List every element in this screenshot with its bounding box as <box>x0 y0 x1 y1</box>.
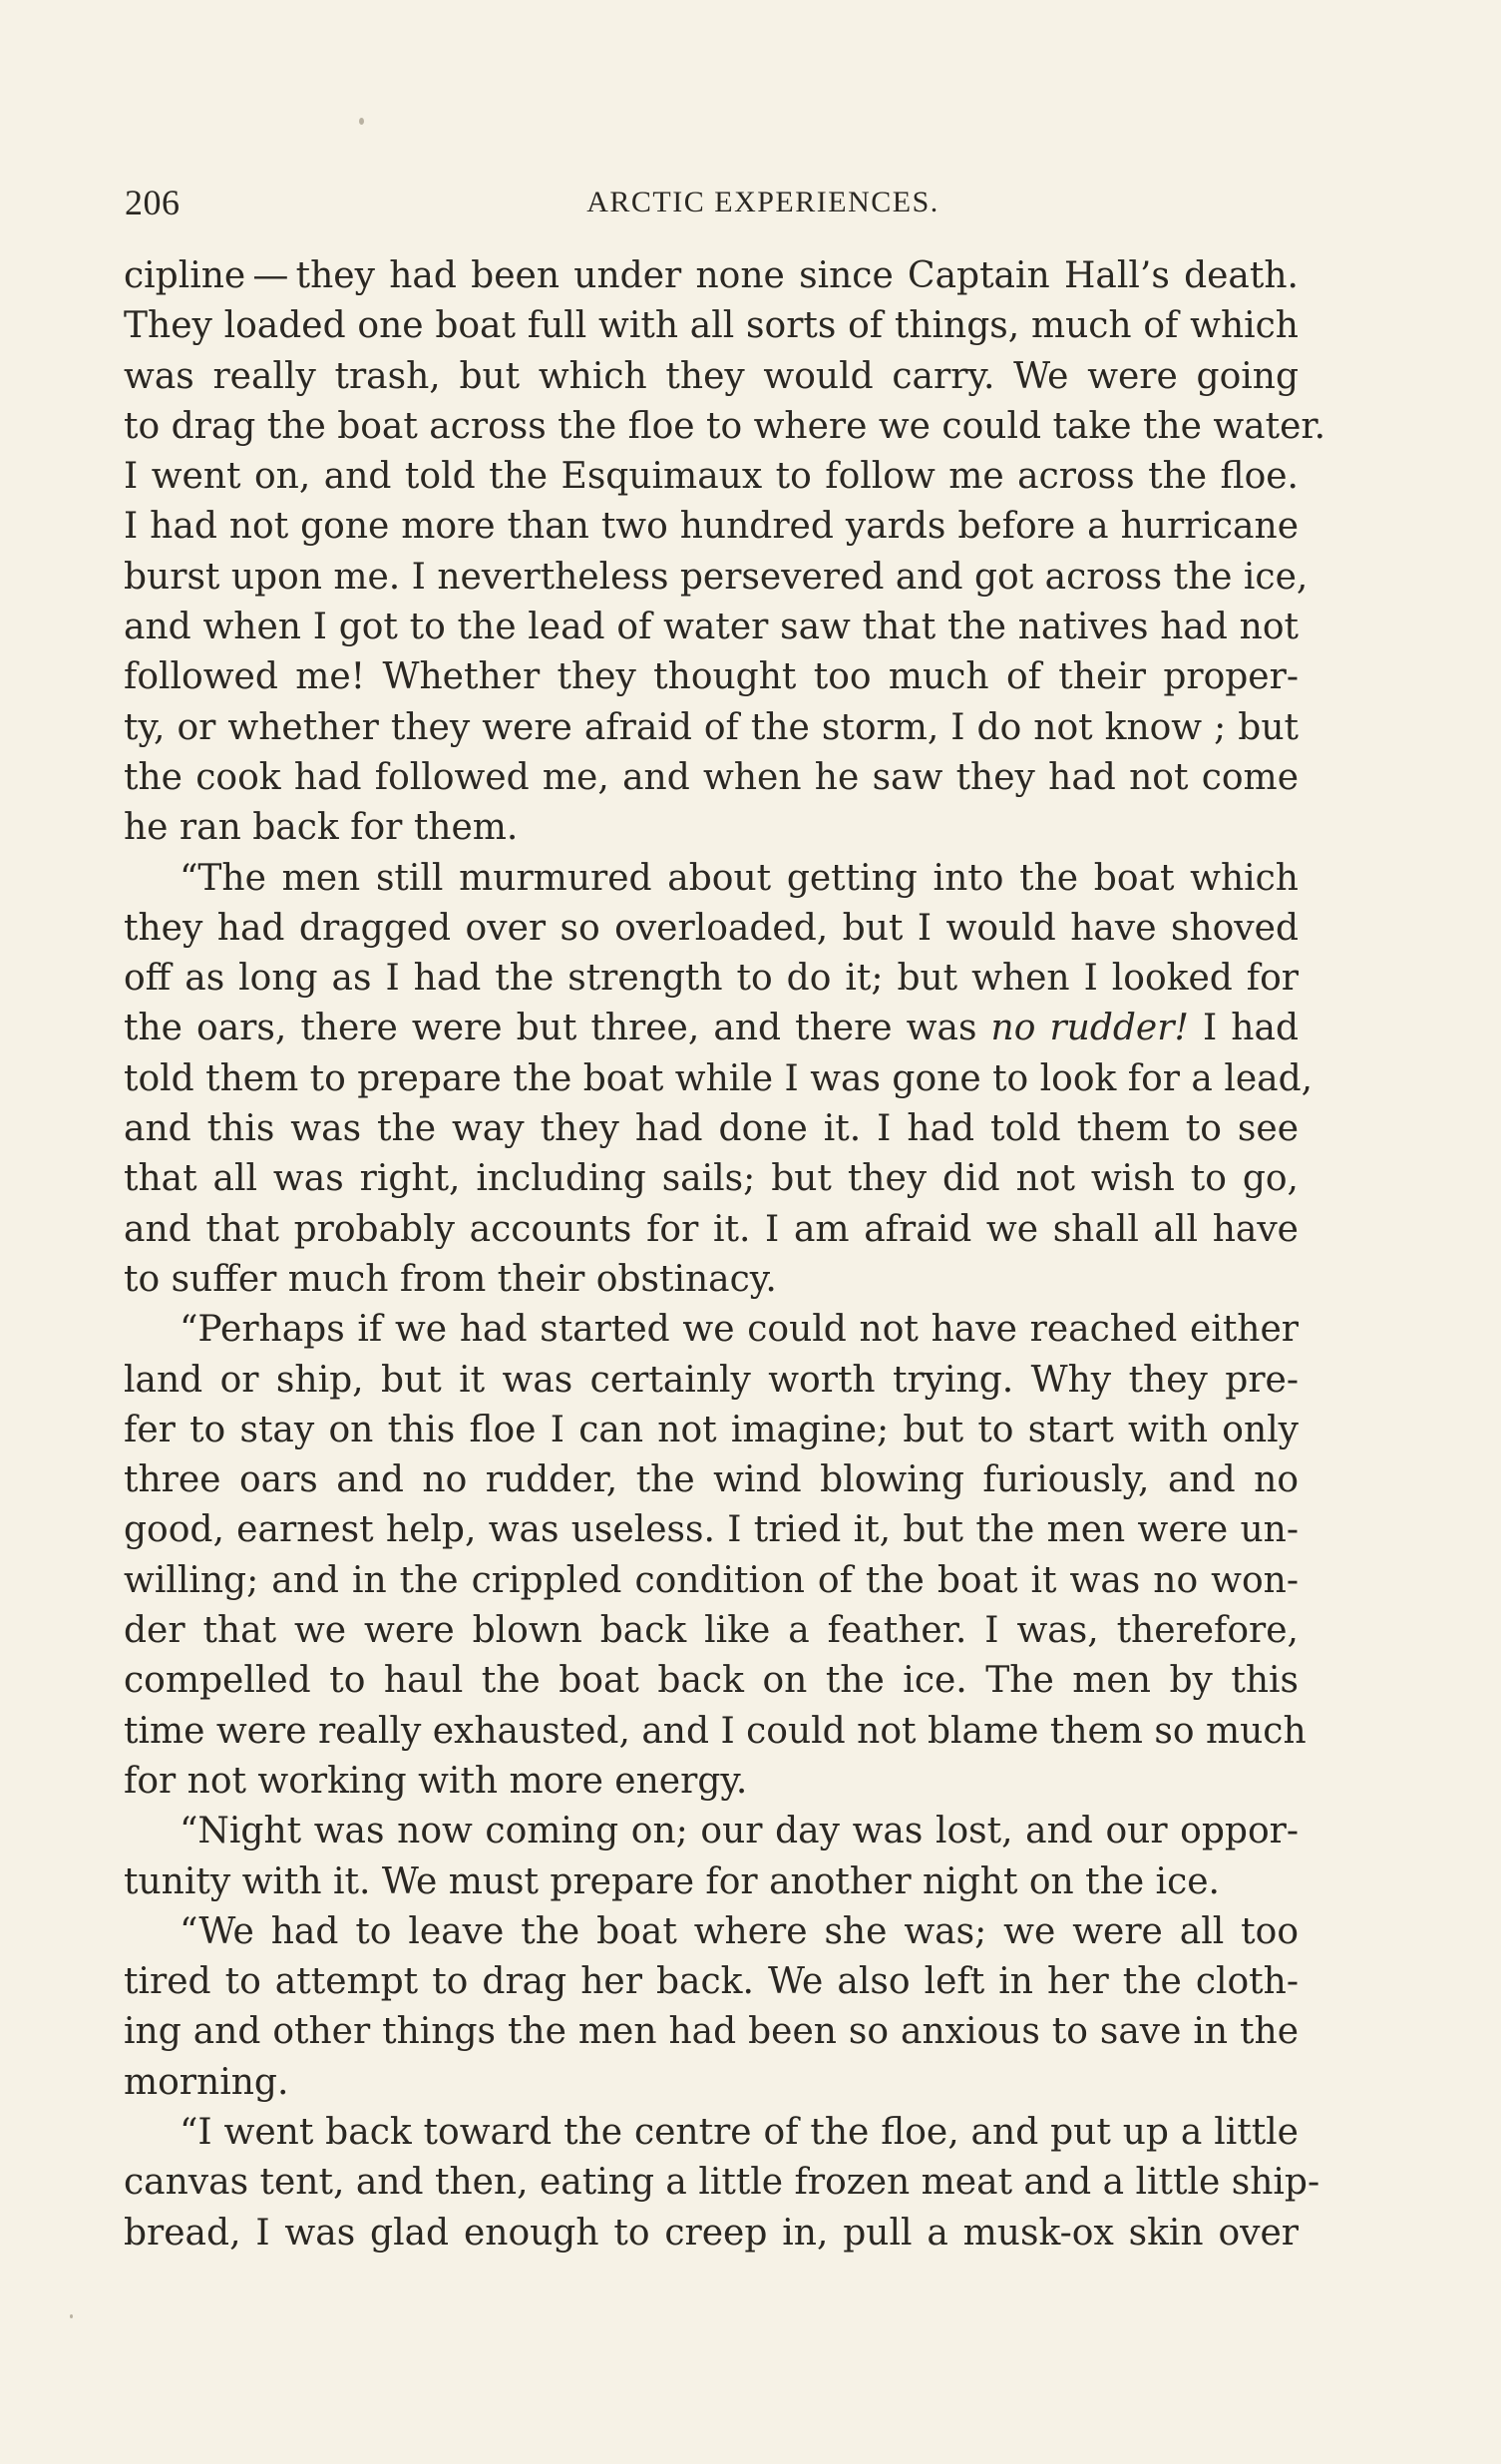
body-text <box>124 251 1326 2259</box>
text-line: the cook had followed me, and when he saw they had not come <box>124 756 1299 798</box>
text-line: three oars and no rudder, the wind blowing furiously, and no <box>124 1459 1299 1501</box>
text-line: “I went back toward the centre of the floe, and put up a little <box>180 2111 1299 2153</box>
text-line: told them to prepare the boat while I was gone to look for a lead, <box>124 1057 1313 1099</box>
text-line-with-italic <box>124 1004 1299 1053</box>
text-line: followed me! Whether they thought too much of their proper- <box>124 656 1299 698</box>
paper-speck <box>359 118 364 125</box>
text-line: and this was the way they had done it. I had told them to see <box>124 1108 1299 1150</box>
text-line: “Night was now coming on; our day was lost, and our oppor- <box>180 1811 1299 1852</box>
text-line: canvas tent, and then, eating a little frozen meat and a little ship- <box>124 2162 1320 2204</box>
text-line: to suffer much from their obstinacy. <box>124 1258 777 1300</box>
page-number: 206 <box>125 183 181 222</box>
text-line: that all was right, including sails; but they did not wish to go, <box>124 1158 1299 1200</box>
text-line: for not working with more energy. <box>124 1760 748 1802</box>
text-line: tired to attempt to drag her back. We also left in her the cloth- <box>124 1961 1299 2003</box>
running-head: ARCTIC EXPERIENCES. <box>586 186 939 218</box>
text-line: “Perhaps if we had started we could not have reached either <box>180 1309 1299 1351</box>
italic-phrase: no rudder! <box>990 1008 1189 1049</box>
text-line: They loaded one boat full with all sorts of things, much of which <box>124 305 1299 347</box>
text-line: cipline — they had been under none since Captain Hall’s death. <box>124 255 1299 296</box>
text-line: compelled to haul the boat back on the ice. The men by this <box>124 1660 1299 1702</box>
text-line: I had not gone more than two hundred yards before a hurricane <box>124 506 1299 548</box>
text-line: and that probably accounts for it. I am afraid we shall all have <box>124 1208 1299 1250</box>
text-line: ty, or whether they were afraid of the storm, I do not know ; but <box>124 706 1299 748</box>
text-line: willing; and in the crippled condition of the boat it was no won- <box>124 1559 1299 1601</box>
text-line: they had dragged over so overloaded, but I would have shoved <box>124 907 1299 949</box>
text-line: bread, I was glad enough to creep in, pull a musk-ox skin over <box>124 2212 1299 2254</box>
paper-speck <box>70 2314 73 2318</box>
text-line: I went on, and told the Esquimaux to follow me across the floe. <box>124 456 1299 498</box>
text-line: time were really exhausted, and I could not blame them so much <box>124 1710 1307 1752</box>
text-line: was really trash, but which they would carry. We were going <box>124 355 1299 397</box>
text-line: “We had to leave the boat where she was; we were all too <box>180 1910 1299 1952</box>
text-line: tunity with it. We must prepare for another night on the ice. <box>124 1860 1220 1902</box>
page-header <box>125 182 1296 225</box>
text-line: der that we were blown back like a feather. I was, therefore, <box>124 1610 1299 1652</box>
text-segment: the oars, there were but three, and there was <box>124 1008 977 1049</box>
text-line: fer to stay on this floe I can not imagine; but to start with only <box>124 1409 1299 1450</box>
text-line: land or ship, but it was certainly worth trying. Why they pre- <box>124 1359 1299 1401</box>
text-line: off as long as I had the strength to do it; but when I looked for <box>124 958 1299 1000</box>
text-line: and when I got to the lead of water saw that the natives had not <box>124 607 1299 648</box>
text-line: he ran back for them. <box>124 807 519 849</box>
text-line: “The men still murmured about getting into the boat which <box>180 857 1299 899</box>
text-segment: I had <box>1203 1008 1299 1049</box>
text-line: to drag the boat across the floe to where we could take the water. <box>124 405 1326 447</box>
text-line: burst upon me. I nevertheless persevered and got across the ice, <box>124 556 1309 598</box>
text-line: morning. <box>124 2061 289 2103</box>
text-line: good, earnest help, was useless. I tried it, but the men were un- <box>124 1509 1299 1551</box>
text-line: ing and other things the men had been so anxious to save in the <box>124 2011 1299 2053</box>
